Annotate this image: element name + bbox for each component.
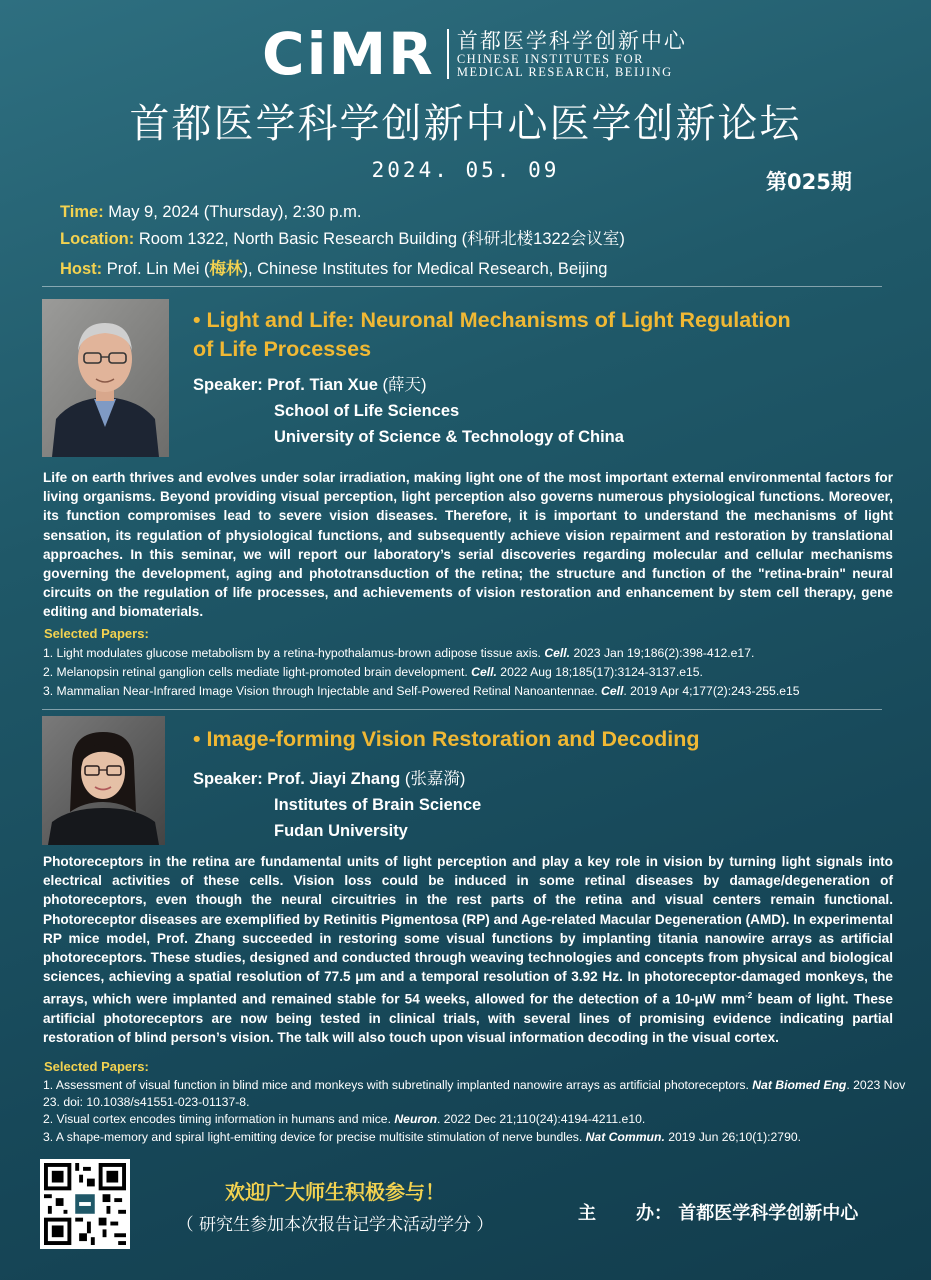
logo-chinese-name: 首都医学科学创新中心: [456, 29, 687, 53]
credit-note: （ 研究生参加本次报告记学术活动学分 ）: [176, 1215, 494, 1235]
talk1-speaker-name: Speaker: Prof. Tian Xue: [193, 376, 383, 394]
talk2-paper-3: [43, 1129, 913, 1146]
talk2-speaker: [193, 766, 465, 792]
talk1-title-line1: • Light and Life: Neuronal Mechanisms of Light Regulation: [193, 308, 791, 332]
talk2-speaker-name: Speaker: Prof. Jiayi Zhang: [193, 770, 405, 788]
info-time: [60, 201, 361, 223]
paper-text: 3. Mammalian Near-Infrared Image Vision through Injectable and Self-Powered Retinal Nanoantennae.: [43, 684, 602, 698]
qr-code-icon: [44, 1163, 126, 1245]
paper-ref: . 2022 Dec 21;110(24):4194-4211.e10.: [437, 1112, 646, 1126]
speaker-photo-jiayi-zhang: [42, 716, 165, 845]
welcome-text: 欢迎广大师生积极参与！: [225, 1180, 445, 1204]
info-location: [60, 228, 625, 250]
paper-journal: Cell: [601, 684, 624, 698]
talk2-abstract-superscript: -2: [745, 991, 753, 1001]
host-chinese-name: 梅林: [209, 260, 243, 278]
talk2-abstract-part1: Photoreceptors in the retina are fundamental units of light perception and play a key role in vision by turning light signals into electrical activities of these cells. Vision loss could be induced in some retinal diseases by damage/degeneration of photoreceptors, even though the neural circuitries in the rest parts of the retina and visual centers remain functional. Photoreceptor diseases are exemplified by Retinitis Pigmentosa (RP) and Age-related Macular Degeneration (AMD). In experimental RP mice model, Prof. Zhang succeeded in restoring some visual functions by implanting titania nanowire arrays as artificial photoreceptors. These studies, designed and conducted through weaving technologies and concepts from physical and biological sciences, achieving a spatial resolution of 77.5 μm and a temporal resolution of 3.92 Hz. In photoreceptor-damaged monkeys, the arrays, which were implanted and remained stable for 54 weeks, allowed for the detection of a 10-μW mm: [43, 854, 893, 1007]
event-date: 2024. 05. 09: [371, 158, 560, 182]
paper-text: 1. Assessment of visual function in blind mice and monkeys with subretinally implanted nanowire arrays as artificial photoreceptors.: [43, 1078, 753, 1092]
page-title: 首都医学科学创新中心医学创新论坛: [129, 101, 802, 147]
divider: [42, 286, 882, 287]
talk1-title-line2: of Life Processes: [193, 337, 372, 361]
talk1-speaker: [193, 372, 427, 398]
talk1-paper-2: [43, 664, 913, 681]
organizer-label-b: 办：: [636, 1203, 672, 1224]
paper-journal: Cell.: [471, 665, 497, 679]
talk2-speaker-chinese: (张嘉漪): [404, 770, 466, 788]
organizer-value: 首都医学科学创新中心: [678, 1203, 859, 1224]
talk2-affiliation-2: Fudan University: [274, 822, 408, 840]
paper-ref: . 2023 Nov 23. doi: 10.1038/s41551-023-01137-8.: [43, 1078, 906, 1109]
organizer-label-a: 主: [578, 1203, 596, 1224]
qr-code[interactable]: [40, 1159, 130, 1249]
talk1-affiliation-1: School of Life Sciences: [274, 402, 460, 420]
talk2-paper-2: [43, 1111, 913, 1128]
paper-ref: . 2019 Apr 4;177(2):243-255.e15: [623, 684, 800, 698]
talk1-speaker-chinese: (薛天): [382, 376, 427, 394]
paper-text: 1. Light modulates glucose metabolism by a retina-hypothalamus-brown adipose tissue axis.: [43, 646, 545, 660]
divider: [42, 709, 882, 710]
paper-ref: 2022 Aug 18;185(17):3124-3137.e15.: [496, 665, 703, 679]
logo-wordmark: CiMR: [262, 20, 435, 88]
host-value-a: Prof. Lin Mei (: [102, 260, 210, 278]
time-label: Time:: [60, 203, 104, 221]
host-value-b: ), Chinese Institutes for Medical Research, Beijing: [242, 260, 608, 278]
paper-text: 2. Melanopsin retinal ganglion cells mediate light-promoted brain development.: [43, 665, 472, 679]
talk1-paper-1: [43, 645, 913, 662]
talk2-title: • Image-forming Vision Restoration and Decoding: [193, 727, 700, 751]
logo-english-line2: MEDICAL RESEARCH, BEIJING: [456, 65, 673, 79]
portrait-icon: [42, 716, 165, 845]
paper-text: 2. Visual cortex encodes timing information in humans and mice.: [43, 1112, 395, 1126]
talk1-paper-3: [43, 683, 913, 700]
talk2-affiliation-1: Institutes of Brain Science: [274, 796, 482, 814]
host-label: Host:: [60, 260, 103, 278]
paper-ref: 2023 Jan 19;186(2):398-412.e17.: [570, 646, 755, 660]
logo-text-block: [457, 29, 687, 79]
location-chinese: (科研北楼1322会议室): [461, 230, 625, 248]
logo-separator: [447, 29, 449, 79]
talk1-title: [193, 306, 893, 364]
talk1-abstract: Life on earth thrives and evolves under solar irradiation, making light one of the most important external environmental factors for living organisms. Beyond providing visual perception, light perception also governs numerous physiological functions. Moreover, its function compromises lead to severe vision diseases. Therefore, it is important to understand the mechanisms of light sensation, its regulation of physiological functions, and subsequently achieve vision repairment and restoration by translational approaches. In this seminar, we will report our laboratory’s serial discoveries regarding molecular and cellular mechanisms governing the development, aging and phototransduction of the retina; the structure and function of the "retina-brain" neural circuits on the regulation of life processes, and achievements of vision restoration and enhancement by stem cell therapy, gene editing and biomaterials.: [43, 470, 893, 620]
organizer: [578, 1199, 858, 1225]
info-host: [60, 258, 607, 280]
paper-journal: Cell.: [544, 646, 571, 660]
time-value: May 9, 2024 (Thursday), 2:30 p.m.: [103, 203, 362, 221]
paper-journal: Nat Biomed Eng: [752, 1078, 847, 1092]
portrait-icon: [42, 299, 169, 457]
talk2-abstract-part2: beam of light. These artificial photoreceptors are now being tested in clinical trials, with several lines of promising evidence indicating partial restoration of blind person’s vision. The talk will also touch upon visual information decoding in the visual cortex.: [43, 991, 893, 1046]
logo-english-line1: CHINESE INSTITUTES FOR: [456, 52, 644, 66]
issue-number: 第025期: [766, 170, 852, 194]
speaker-photo-tian-xue: [42, 299, 169, 457]
paper-ref: 2019 Jun 26;10(1):2790.: [664, 1130, 802, 1144]
paper-journal: Neuron: [394, 1112, 438, 1126]
paper-journal: Nat Commun.: [585, 1130, 665, 1144]
paper-text: 3. A shape-memory and spiral light-emitting device for precise multisite stimulation of nerve bundles.: [43, 1130, 586, 1144]
location-label: Location:: [60, 230, 135, 248]
talk1-affiliation-2: University of Science & Technology of China: [274, 428, 624, 446]
talk2-paper-1: [43, 1077, 909, 1111]
location-value: Room 1322, North Basic Research Building: [134, 230, 462, 248]
talk2-papers-label: Selected Papers:: [44, 1059, 149, 1074]
talk2-abstract: [43, 852, 893, 1048]
talk1-papers-label: Selected Papers:: [44, 626, 149, 641]
logo: [262, 20, 692, 88]
